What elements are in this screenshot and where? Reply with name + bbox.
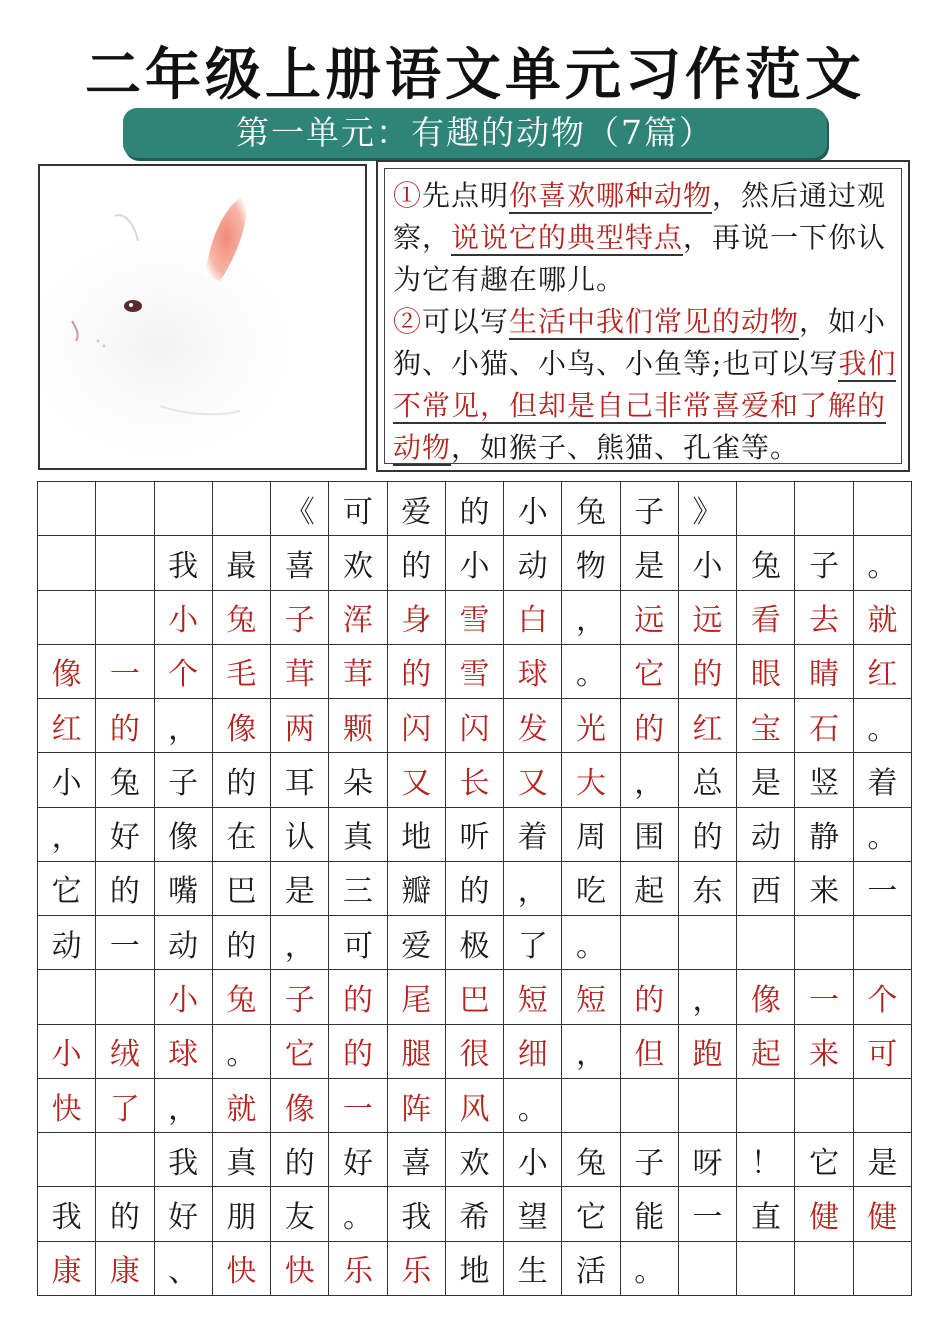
grid-cell: 子 xyxy=(621,1133,679,1187)
grid-cell: 看 xyxy=(737,591,795,645)
grid-cell: 我 xyxy=(38,1187,96,1241)
grid-cell: 嘴 xyxy=(155,862,213,916)
grid-cell: 但 xyxy=(621,1025,679,1079)
grid-cell: 阵 xyxy=(388,1079,446,1133)
grid-cell: 《 xyxy=(271,482,329,536)
grid-cell: 。 xyxy=(854,808,912,862)
grid-cell xyxy=(737,916,795,970)
grid-cell: 好 xyxy=(96,808,154,862)
grid-cell: 。 xyxy=(621,1242,679,1296)
grid-cell: 风 xyxy=(446,1079,504,1133)
grid-cell xyxy=(96,536,154,590)
grid-cell: 生 xyxy=(504,1242,562,1296)
grid-cell: 它 xyxy=(271,1025,329,1079)
grid-cell: 像 xyxy=(155,808,213,862)
grid-cell xyxy=(854,482,912,536)
unit-banner: 第一单元：有趣的动物（7篇） xyxy=(123,108,827,158)
grid-cell xyxy=(562,1079,620,1133)
grid-cell xyxy=(96,970,154,1024)
grid-cell: 的 xyxy=(621,970,679,1024)
grid-cell: 子 xyxy=(795,536,853,590)
grid-cell: 发 xyxy=(504,699,562,753)
grid-cell: 很 xyxy=(446,1025,504,1079)
grid-cell: 吃 xyxy=(562,862,620,916)
tip-text: ② xyxy=(393,305,423,338)
grid-cell: ， xyxy=(271,916,329,970)
tip-text: 可以写 xyxy=(422,305,510,338)
grid-cell: 耳 xyxy=(271,753,329,807)
grid-cell: 短 xyxy=(562,970,620,1024)
grid-cell: 是 xyxy=(271,862,329,916)
writing-tips-box xyxy=(376,160,910,472)
grid-cell: 一 xyxy=(679,1187,737,1241)
grid-cell: 眼 xyxy=(737,645,795,699)
grid-cell: 希 xyxy=(446,1187,504,1241)
grid-cell: 光 xyxy=(562,699,620,753)
grid-cell: 的 xyxy=(679,808,737,862)
grid-cell: 。 xyxy=(213,1025,271,1079)
grid-cell: 一 xyxy=(329,1079,387,1133)
grid-cell: 欢 xyxy=(446,1133,504,1187)
grid-cell: 身 xyxy=(388,591,446,645)
grid-cell: ， xyxy=(155,699,213,753)
grid-cell: 的 xyxy=(388,536,446,590)
grid-cell: 它 xyxy=(621,645,679,699)
grid-cell xyxy=(737,1242,795,1296)
grid-cell: 极 xyxy=(446,916,504,970)
grid-cell: 红 xyxy=(38,699,96,753)
grid-cell: 可 xyxy=(854,1025,912,1079)
tip-highlight: 你喜欢哪种动物 xyxy=(509,179,713,212)
grid-cell: 腿 xyxy=(388,1025,446,1079)
grid-cell: 细 xyxy=(504,1025,562,1079)
grid-cell: 的 xyxy=(446,862,504,916)
grid-cell: 它 xyxy=(795,1133,853,1187)
grid-cell: 快 xyxy=(213,1242,271,1296)
grid-cell: 认 xyxy=(271,808,329,862)
grid-cell xyxy=(737,1079,795,1133)
grid-cell: 的 xyxy=(213,916,271,970)
grid-cell: 东 xyxy=(679,862,737,916)
grid-cell: 球 xyxy=(504,645,562,699)
grid-cell: 的 xyxy=(96,699,154,753)
grid-cell: 总 xyxy=(679,753,737,807)
grid-cell xyxy=(96,1133,154,1187)
grid-cell xyxy=(854,916,912,970)
grid-cell: 红 xyxy=(854,645,912,699)
grid-cell: 望 xyxy=(504,1187,562,1241)
grid-cell: ， xyxy=(679,970,737,1024)
grid-cell: 西 xyxy=(737,862,795,916)
grid-cell: 长 xyxy=(446,753,504,807)
grid-cell: 。 xyxy=(562,645,620,699)
grid-cell: 能 xyxy=(621,1187,679,1241)
grid-cell: 巴 xyxy=(446,970,504,1024)
grid-cell: 远 xyxy=(679,591,737,645)
grid-cell xyxy=(38,482,96,536)
grid-cell: 一 xyxy=(854,862,912,916)
rabbit-photo xyxy=(38,164,367,470)
grid-cell: 兔 xyxy=(213,591,271,645)
grid-cell: 小 xyxy=(38,1025,96,1079)
grid-cell: 石 xyxy=(795,699,853,753)
grid-cell: 真 xyxy=(213,1133,271,1187)
grid-cell: 的 xyxy=(329,970,387,1024)
grid-cell: 浑 xyxy=(329,591,387,645)
grid-cell: 像 xyxy=(737,970,795,1024)
grid-cell: 红 xyxy=(679,699,737,753)
grid-cell: 着 xyxy=(854,753,912,807)
grid-cell xyxy=(679,1079,737,1133)
grid-cell: 爱 xyxy=(388,482,446,536)
grid-cell: 小 xyxy=(155,970,213,1024)
grid-cell xyxy=(38,1133,96,1187)
grid-cell xyxy=(854,1079,912,1133)
grid-cell: ， xyxy=(562,591,620,645)
grid-cell: 。 xyxy=(329,1187,387,1241)
tip-text: 先点明 xyxy=(422,179,510,212)
grid-cell: 的 xyxy=(213,753,271,807)
grid-cell: 了 xyxy=(96,1079,154,1133)
grid-cell: 静 xyxy=(795,808,853,862)
grid-cell: 。 xyxy=(562,916,620,970)
grid-cell: 个 xyxy=(155,645,213,699)
grid-cell: 喜 xyxy=(388,1133,446,1187)
grid-cell: 兔 xyxy=(562,1133,620,1187)
grid-cell: 就 xyxy=(213,1079,271,1133)
grid-cell: 毛 xyxy=(213,645,271,699)
writing-tips-text xyxy=(384,168,902,464)
grid-cell: 兔 xyxy=(562,482,620,536)
grid-cell: 颗 xyxy=(329,699,387,753)
grid-cell: 个 xyxy=(854,970,912,1024)
grid-cell: 的 xyxy=(679,645,737,699)
grid-cell: 的 xyxy=(621,699,679,753)
grid-cell: 巴 xyxy=(213,862,271,916)
grid-cell: 友 xyxy=(271,1187,329,1241)
grid-cell: 爱 xyxy=(388,916,446,970)
grid-cell: 动 xyxy=(504,536,562,590)
grid-cell xyxy=(737,482,795,536)
grid-cell: 它 xyxy=(38,862,96,916)
grid-cell: 动 xyxy=(38,916,96,970)
grid-cell: 我 xyxy=(155,536,213,590)
grid-cell: 、 xyxy=(155,1242,213,1296)
grid-cell: 健 xyxy=(795,1187,853,1241)
grid-cell: 一 xyxy=(96,916,154,970)
grid-cell xyxy=(213,482,271,536)
grid-cell: 朵 xyxy=(329,753,387,807)
grid-cell xyxy=(621,916,679,970)
grid-cell: 小 xyxy=(504,482,562,536)
tip-highlight: 我们不常见，但却是自己非常喜爱和了解的动物 xyxy=(393,347,897,464)
grid-cell: 兔 xyxy=(96,753,154,807)
grid-cell: 是 xyxy=(621,536,679,590)
grid-cell: 。 xyxy=(854,699,912,753)
grid-cell xyxy=(38,970,96,1024)
grid-cell: 是 xyxy=(854,1133,912,1187)
grid-cell: 子 xyxy=(621,482,679,536)
grid-cell: 真 xyxy=(329,808,387,862)
grid-cell: 欢 xyxy=(329,536,387,590)
grid-cell: 来 xyxy=(795,862,853,916)
grid-cell: 我 xyxy=(155,1133,213,1187)
grid-cell: 动 xyxy=(155,916,213,970)
grid-cell: 围 xyxy=(621,808,679,862)
grid-cell: 的 xyxy=(446,482,504,536)
grid-cell: 小 xyxy=(679,536,737,590)
grid-cell: 雪 xyxy=(446,645,504,699)
grid-cell: 动 xyxy=(737,808,795,862)
grid-cell: ， xyxy=(562,1025,620,1079)
grid-cell: 尾 xyxy=(388,970,446,1024)
grid-cell: 球 xyxy=(155,1025,213,1079)
grid-cell: 子 xyxy=(271,591,329,645)
grid-cell: 快 xyxy=(38,1079,96,1133)
grid-cell: 好 xyxy=(155,1187,213,1241)
grid-cell: ， xyxy=(621,753,679,807)
grid-cell: 物 xyxy=(562,536,620,590)
grid-cell: 来 xyxy=(795,1025,853,1079)
grid-cell: 康 xyxy=(96,1242,154,1296)
grid-cell xyxy=(621,1079,679,1133)
grid-cell: 它 xyxy=(562,1187,620,1241)
grid-cell: 大 xyxy=(562,753,620,807)
grid-cell: 闪 xyxy=(388,699,446,753)
tip-text: ，如小狗、小猫、小鸟、小鱼等;也可以写 xyxy=(393,305,887,380)
grid-cell: ， xyxy=(38,808,96,862)
grid-cell: 健 xyxy=(854,1187,912,1241)
grid-cell: 三 xyxy=(329,862,387,916)
grid-cell: 地 xyxy=(446,1242,504,1296)
grid-cell: 雪 xyxy=(446,591,504,645)
grid-cell: 茸 xyxy=(329,645,387,699)
grid-cell xyxy=(679,916,737,970)
grid-cell: 白 xyxy=(504,591,562,645)
grid-cell: 的 xyxy=(388,645,446,699)
grid-cell: 又 xyxy=(388,753,446,807)
grid-cell: 》 xyxy=(679,482,737,536)
grid-cell: 绒 xyxy=(96,1025,154,1079)
essay-grid xyxy=(37,481,912,1296)
grid-cell: 。 xyxy=(504,1079,562,1133)
grid-cell: 远 xyxy=(621,591,679,645)
grid-cell: 一 xyxy=(795,970,853,1024)
grid-cell xyxy=(679,1242,737,1296)
grid-cell: 宝 xyxy=(737,699,795,753)
grid-cell: 呀 xyxy=(679,1133,737,1187)
grid-cell: 小 xyxy=(155,591,213,645)
grid-cell: 子 xyxy=(271,970,329,1024)
grid-cell: 周 xyxy=(562,808,620,862)
tip-text: ① xyxy=(393,179,423,212)
grid-cell: 乐 xyxy=(388,1242,446,1296)
page-title: 二年级上册语文单元习作范文 xyxy=(85,43,865,108)
tip-highlight: 生活中我们常见的动物 xyxy=(509,305,800,338)
grid-cell: 小 xyxy=(446,536,504,590)
grid-cell: 乐 xyxy=(329,1242,387,1296)
grid-cell: ， xyxy=(155,1079,213,1133)
grid-cell: 起 xyxy=(737,1025,795,1079)
grid-cell: 像 xyxy=(213,699,271,753)
grid-cell: 像 xyxy=(38,645,96,699)
grid-cell: 去 xyxy=(795,591,853,645)
grid-cell xyxy=(38,536,96,590)
grid-cell: 的 xyxy=(96,862,154,916)
grid-cell: 睛 xyxy=(795,645,853,699)
grid-cell: 了 xyxy=(504,916,562,970)
grid-cell: 朋 xyxy=(213,1187,271,1241)
grid-cell: 是 xyxy=(737,753,795,807)
grid-cell xyxy=(795,1079,853,1133)
grid-cell: 的 xyxy=(96,1187,154,1241)
grid-cell: 最 xyxy=(213,536,271,590)
grid-cell: 好 xyxy=(329,1133,387,1187)
grid-cell: 听 xyxy=(446,808,504,862)
grid-cell: ！ xyxy=(737,1133,795,1187)
grid-cell: 可 xyxy=(329,916,387,970)
grid-cell: 起 xyxy=(621,862,679,916)
grid-cell: 就 xyxy=(854,591,912,645)
tip-text: ，再说一下你认为它有趣在哪儿。 xyxy=(393,221,887,296)
grid-cell xyxy=(854,1242,912,1296)
grid-cell: 又 xyxy=(504,753,562,807)
grid-cell xyxy=(795,1242,853,1296)
grid-cell: 一 xyxy=(96,645,154,699)
grid-cell xyxy=(795,482,853,536)
grid-cell: 快 xyxy=(271,1242,329,1296)
grid-cell xyxy=(96,482,154,536)
tip-paragraph xyxy=(393,301,897,469)
grid-cell: 活 xyxy=(562,1242,620,1296)
tip-text: ，然后通过观察， xyxy=(393,179,887,254)
grid-cell: 兔 xyxy=(213,970,271,1024)
grid-cell: 竖 xyxy=(795,753,853,807)
grid-cell: 瓣 xyxy=(388,862,446,916)
grid-cell xyxy=(38,591,96,645)
grid-cell: 像 xyxy=(271,1079,329,1133)
grid-cell: 可 xyxy=(329,482,387,536)
grid-cell: 康 xyxy=(38,1242,96,1296)
grid-cell: 的 xyxy=(329,1025,387,1079)
grid-cell: 短 xyxy=(504,970,562,1024)
tip-highlight: 说说它的典型特点 xyxy=(451,221,684,254)
grid-cell: 喜 xyxy=(271,536,329,590)
grid-cell: 兔 xyxy=(737,536,795,590)
grid-cell xyxy=(96,591,154,645)
grid-cell: 的 xyxy=(271,1133,329,1187)
grid-cell: 两 xyxy=(271,699,329,753)
grid-cell: 小 xyxy=(38,753,96,807)
tip-paragraph xyxy=(393,175,897,301)
grid-cell: 我 xyxy=(388,1187,446,1241)
grid-cell: 在 xyxy=(213,808,271,862)
grid-cell: 直 xyxy=(737,1187,795,1241)
grid-cell: 着 xyxy=(504,808,562,862)
grid-cell xyxy=(795,916,853,970)
grid-cell: 地 xyxy=(388,808,446,862)
grid-cell: ， xyxy=(504,862,562,916)
tip-text: ，如猴子、熊猫、孔雀等。 xyxy=(451,431,800,464)
grid-cell: 闪 xyxy=(446,699,504,753)
grid-cell: 子 xyxy=(155,753,213,807)
grid-cell: 茸 xyxy=(271,645,329,699)
grid-cell: 跑 xyxy=(679,1025,737,1079)
grid-cell xyxy=(155,482,213,536)
grid-cell: 小 xyxy=(504,1133,562,1187)
grid-cell: 。 xyxy=(854,536,912,590)
